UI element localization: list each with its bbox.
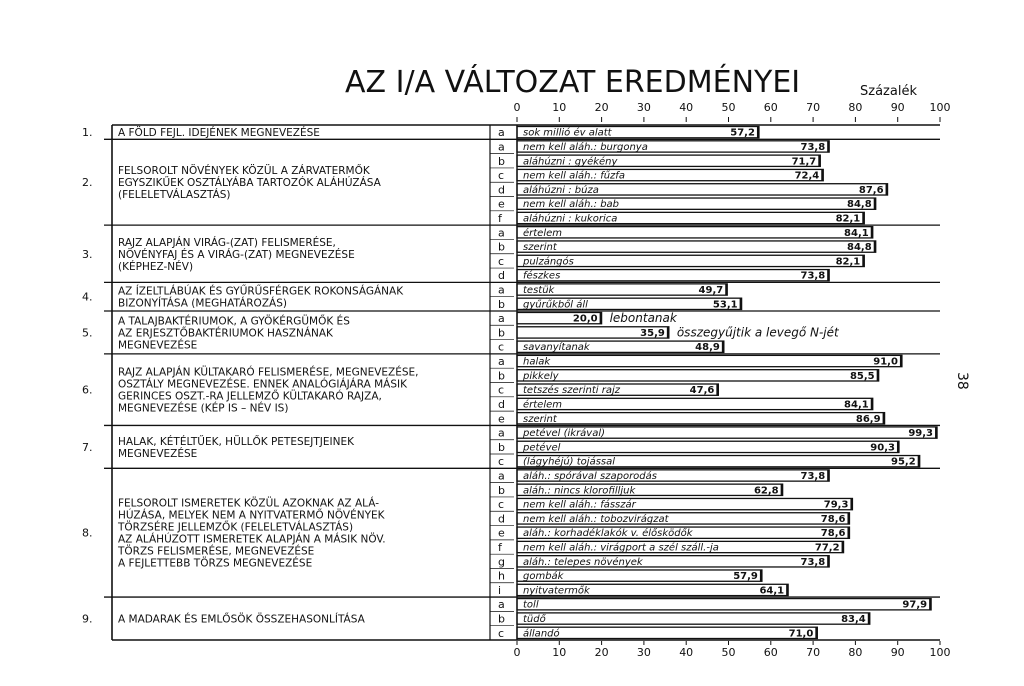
row-letter: a: [498, 426, 505, 440]
bar-value-label: 48,9: [695, 342, 720, 354]
x-tick-label-top: 70: [806, 101, 821, 114]
row-letter: b: [498, 297, 505, 311]
task-description-line: MEGNEVEZÉSE (KÉP IS – NÉV IS): [118, 402, 289, 415]
bar-label: petével: [523, 442, 561, 454]
x-tick-label-bottom: 60: [763, 646, 778, 659]
bar-label: gyűrűkből áll: [523, 299, 588, 311]
x-tick-label-bottom: 30: [636, 646, 651, 659]
bar-label: fészkes: [523, 270, 561, 282]
task-description-line: A TALAJBAKTÉRIUMOK, A GYÖKÉRGÜMŐK ÉS: [118, 315, 350, 328]
bar-label: aláhúzni : búza: [523, 184, 599, 196]
task-number: 8.: [82, 526, 93, 540]
row-letter: c: [498, 340, 505, 354]
bar-value-label: 84,8: [847, 242, 872, 254]
bar-value-label: 82,1: [835, 213, 861, 225]
bar-value-label: 83,4: [841, 614, 866, 626]
task-rows: [82, 126, 937, 640]
row-letter: a: [498, 312, 505, 326]
task-description-line: BIZONYÍTÁSA (MEGHATÁROZÁS): [118, 297, 287, 310]
task-description-line: FELSOROLT NÖVÉNYEK KÖZÜL A ZÁRVATERMŐK: [118, 165, 370, 178]
bar-label: szerint: [523, 413, 557, 425]
row-letter: c: [498, 498, 505, 512]
bar-value-label: 78,6: [820, 528, 846, 540]
bar-label: értelem: [523, 399, 563, 411]
bar-value-label: 90,3: [870, 442, 895, 454]
task-description-line: AZ ÍZELTLÁBÚAK ÉS GYŰRŰSFÉRGEK ROKONSÁGÁNAK: [118, 285, 404, 298]
row-letter: e: [498, 412, 505, 426]
bar-label: aláh.: korhadéklakók v. élősködők: [523, 528, 693, 540]
bar-value-label: 99,3: [908, 428, 934, 440]
bar-annotation: lebontanak: [609, 311, 677, 326]
bar-value-label: 73,8: [800, 556, 826, 568]
x-tick-label-bottom: 100: [929, 646, 951, 659]
task-description-line: EGYSZIKŰEK OSZTÁLYÁBA TARTOZÓK ALÁHÚZÁSA: [118, 177, 381, 190]
bar-annotation: összegyűjtik a levegő N-jét: [676, 325, 839, 340]
bar: [517, 398, 873, 409]
task-description-line: GERINCES OSZT.-RA JELLEMZŐ KÜLTAKARÓ RAJZA,: [118, 390, 382, 403]
row-letter: a: [498, 140, 505, 154]
x-tick-label-bottom: 40: [679, 646, 694, 659]
task-description-line: A FÖLD FEJL. IDEJÉNEK MEGNEVEZÉSE: [118, 127, 320, 140]
row-letter: d: [498, 183, 505, 197]
task-description-line: FELSOROLT ISMERETEK KÖZÜL AZOKNAK AZ ALÁ-: [118, 497, 379, 510]
x-tick-label-bottom: 90: [890, 646, 905, 659]
row-letter: h: [498, 569, 505, 583]
row-letter: c: [498, 383, 505, 397]
x-tick-label-bottom: 10: [552, 646, 567, 659]
row-letter: e: [498, 197, 505, 211]
bar-label: (lágyhéjú) tojással: [523, 456, 616, 468]
bar-value-label: 57,2: [730, 127, 755, 139]
bar: [517, 355, 902, 366]
row-letter: d: [498, 269, 505, 283]
bar-value-label: 49,7: [698, 285, 724, 297]
x-tick-label-top: 50: [721, 101, 736, 114]
bar-label: nyitvatermők: [523, 585, 590, 597]
task-description-line: NÖVÉNYFAJ ÉS A VIRÁG-(ZAT) MEGNEVEZÉSE: [118, 248, 355, 261]
bar-label: nem kell aláh.: fűzfa: [523, 170, 625, 182]
task-number: 9.: [82, 612, 93, 626]
task-description-line: (KÉPHEZ-NÉV): [118, 260, 194, 273]
task-description-line: (FELELETVÁLASZTÁS): [118, 189, 231, 202]
task-description-line: TÖRZS FELISMERÉSE, MEGNEVEZÉSE: [118, 545, 315, 558]
bar-label: sok millió év alatt: [523, 127, 612, 139]
x-tick-label-top: 30: [636, 101, 651, 114]
row-letter: b: [498, 369, 505, 383]
row-letter: b: [498, 240, 505, 254]
bar-label: aláh.: telepes növények: [523, 556, 643, 568]
chart-title: AZ I/A VÁLTOZAT EREDMÉNYEI: [345, 65, 801, 100]
bar-value-label: 62,8: [753, 485, 779, 497]
x-tick-label-bottom: 80: [848, 646, 863, 659]
x-tick-label-bottom: 0: [513, 646, 521, 659]
bar-value-label: 57,9: [733, 571, 758, 583]
bar-label: aláh.: nincs klorofilljuk: [523, 485, 636, 497]
bar-label: állandó: [523, 628, 560, 640]
bar: [517, 370, 879, 381]
bar-value-label: 20,0: [572, 313, 598, 325]
x-tick-label-top: 0: [513, 101, 521, 114]
bar: [517, 441, 899, 452]
bar-label: nem kell aláh.: virágport a szél száll.-ja: [523, 542, 719, 554]
x-tick-label-bottom: 20: [594, 646, 609, 659]
task-number: 6.: [82, 383, 93, 397]
row-letter: a: [498, 226, 505, 240]
bar-value-label: 91,0: [873, 356, 898, 368]
task-description-line: AZ ERJESZTŐBAKTÉRIUMOK HASZNÁNAK: [118, 327, 333, 340]
bar-label: nem kell aláh.: tobozvirágzat: [523, 513, 669, 525]
bar-label: aláhúzni : kukorica: [523, 213, 618, 225]
row-letter: c: [498, 254, 505, 268]
bar: [517, 227, 873, 238]
task-number: 5.: [82, 326, 93, 340]
bar-label: nem kell aláh.: bab: [523, 199, 620, 211]
bar: [517, 627, 817, 638]
task-description-line: RAJZ ALAPJÁN KÜLTAKARÓ FELISMERÉSE, MEGNEVEZÉSE,: [118, 366, 419, 379]
bar-label: testük: [523, 285, 555, 297]
bar-label: savanyítanak: [523, 342, 590, 354]
task-description-line: TÖRZSÉRE JELLEMZŐK (FELELETVÁLASZTÁS): [118, 521, 354, 534]
bar-value-label: 53,1: [712, 299, 738, 311]
task-description-line: OSZTÁLY MEGNEVEZÉSE. ENNEK ANALÓGIÁJÁRA MÁSIK: [118, 378, 408, 391]
task-description-line: MEGNEVEZÉSE: [118, 339, 198, 352]
bar-value-label: 73,8: [800, 270, 826, 282]
bar-value-label: 95,2: [891, 456, 916, 468]
page-number: 38: [954, 372, 970, 390]
task-description-line: A FEJLETTEBB TÖRZS MEGNEVEZÉSE: [118, 557, 313, 570]
bar-value-label: 84,8: [847, 199, 872, 211]
task-description-line: A MADARAK ÉS EMLŐSÖK ÖSSZEHASONLÍTÁSA: [118, 613, 365, 626]
bar-value-label: 71,7: [791, 156, 817, 168]
task-number: 1.: [82, 126, 93, 140]
x-tick-label-top: 40: [679, 101, 694, 114]
task-number: 4.: [82, 290, 93, 304]
bar-label: halak: [523, 356, 551, 368]
bar-label: petével (ikrával): [523, 428, 606, 440]
task-description-line: AZ ALÁHÚZOTT ISMERETEK ALAPJÁN A MÁSIK NÖV.: [118, 533, 386, 546]
bar: [517, 599, 931, 610]
x-tick-label-bottom: 50: [721, 646, 736, 659]
bar: [517, 241, 876, 252]
bar-label: tüdő: [523, 614, 546, 626]
bar-value-label: 79,3: [823, 499, 849, 511]
bar-label: tetszés szerinti rajz: [523, 385, 620, 397]
bar-value-label: 71,0: [788, 628, 814, 640]
bar-value-label: 73,8: [800, 141, 826, 153]
row-letter: a: [498, 283, 505, 297]
row-letter: e: [498, 526, 505, 540]
row-letter: f: [498, 541, 502, 555]
row-letter: b: [498, 612, 505, 626]
row-letter: d: [498, 512, 505, 526]
row-letter: c: [498, 455, 505, 469]
bar-value-label: 73,8: [800, 470, 826, 482]
unit-label: Százalék: [860, 84, 917, 99]
task-description-line: HÚZÁSA, MELYEK NEM A NYITVATERMŐ NÖVÉNYEK: [118, 509, 385, 522]
x-tick-label-top: 20: [594, 101, 609, 114]
row-letter: b: [498, 154, 505, 168]
bar: [517, 413, 885, 424]
bar-value-label: 82,1: [835, 256, 861, 268]
bar-label: pulzángós: [523, 256, 574, 268]
bar-value-label: 86,9: [855, 413, 881, 425]
bar-value-label: 78,6: [820, 513, 846, 525]
bar-value-label: 84,1: [844, 227, 869, 239]
bar: [517, 613, 870, 624]
row-letter: c: [498, 626, 505, 640]
task-description-line: HALAK, KÉTÉLTŰEK, HÜLLŐK PETESEJTJEINEK: [118, 435, 354, 448]
task-number: 7.: [82, 440, 93, 454]
task-number: 2.: [82, 176, 93, 190]
row-letter: b: [498, 440, 505, 454]
bar-label: toll: [523, 599, 539, 611]
bar-value-label: 97,9: [902, 599, 928, 611]
row-letter: a: [498, 469, 505, 483]
x-tick-label-top: 90: [890, 101, 905, 114]
bar-label: aláhúzni : gyékény: [523, 156, 618, 168]
bar-value-label: 64,1: [759, 585, 785, 597]
row-letter: a: [498, 126, 505, 140]
row-letter: g: [498, 555, 505, 569]
x-tick-label-top: 80: [848, 101, 863, 114]
row-letter: b: [498, 326, 505, 340]
bar-value-label: 77,2: [814, 542, 840, 554]
bar-value-label: 85,5: [849, 370, 875, 382]
x-tick-label-bottom: 70: [806, 646, 821, 659]
bar-value-label: 84,1: [844, 399, 869, 411]
bar-label: pikkely: [523, 370, 559, 382]
row-letter: a: [498, 598, 505, 612]
row-letter: b: [498, 483, 505, 497]
bar-label: aláh.: spórával szaporodás: [523, 470, 657, 482]
bar-label: nem kell aláh.: fásszár: [523, 499, 636, 511]
row-letter: a: [498, 355, 505, 369]
row-letter: i: [498, 583, 502, 597]
row-letter: f: [498, 211, 502, 225]
task-number: 3.: [82, 247, 93, 261]
row-letter: c: [498, 169, 505, 183]
bar-value-label: 72,4: [794, 170, 820, 182]
bar-label: értelem: [523, 227, 563, 239]
bar-value-label: 35,9: [640, 327, 665, 339]
bar-value-label: 87,6: [858, 184, 884, 196]
bar-label: szerint: [523, 242, 557, 254]
bar-value-label: 47,6: [689, 385, 715, 397]
bar-label: gombák: [523, 571, 564, 583]
x-tick-label-top: 10: [552, 101, 567, 114]
x-tick-label-top: 100: [929, 101, 951, 114]
x-tick-label-top: 60: [763, 101, 778, 114]
bar-label: nem kell aláh.: burgonya: [523, 141, 648, 153]
task-description-line: RAJZ ALAPJÁN VIRÁG-(ZAT) FELISMERÉSE,: [118, 236, 336, 249]
row-letter: d: [498, 397, 505, 411]
task-description-line: MEGNEVEZÉSE: [118, 447, 198, 460]
bar: [517, 270, 829, 281]
